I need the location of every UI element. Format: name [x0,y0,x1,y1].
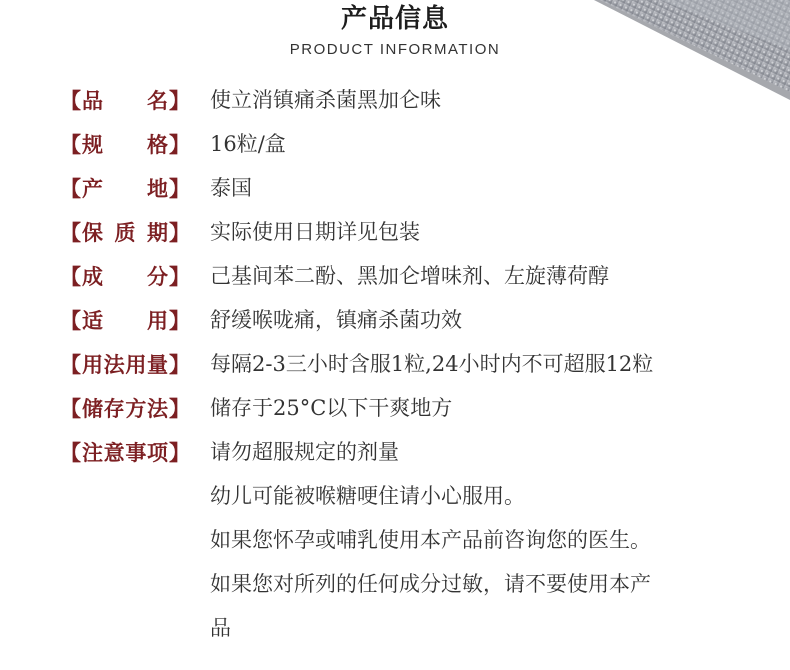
info-value: 16粒/盒 [210,132,286,156]
section-title: 产品信息 [340,4,449,34]
info-label [60,216,190,248]
bracket-close: 】 [169,221,190,245]
bracket-close: 】 [169,265,190,289]
note-line [60,474,780,518]
bracket-open: 【 [60,177,81,201]
info-row [60,166,780,210]
info-value: 储存于25°C以下干爽地方 [210,396,453,420]
info-value: 己基间苯二酚、黑加仑增味剂、左旋薄荷醇 [210,264,609,288]
note-text: 幼儿可能被喉糖哽住请小心服用。 [210,484,525,508]
note-text: 如果您对所列的任何成分过敏，请不要使用本产 [210,572,651,596]
info-value: 使立消镇痛杀菌黑加仑味 [210,88,441,112]
info-label-text: 适 用 [82,309,168,333]
info-label [60,348,190,380]
info-row [60,342,780,386]
info-label-text: 注 意 事 项 [82,441,168,465]
bracket-close: 】 [169,133,190,157]
info-label [60,260,190,292]
note-line [60,606,780,650]
note-line [60,562,780,606]
info-label [60,84,190,116]
info-value: 每隔2-3三小时含服1粒,24小时内不可超服12粒 [210,352,654,376]
bracket-close: 】 [169,397,190,421]
section-subtitle: PRODUCT INFORMATION [289,41,501,58]
bracket-close: 】 [169,309,190,333]
info-label [60,128,190,160]
note-line [60,518,780,562]
bracket-open: 【 [60,441,81,465]
info-row [60,298,780,342]
bracket-close: 】 [169,89,190,113]
info-row [60,78,780,122]
info-row [60,430,780,474]
info-row [60,254,780,298]
info-value: 泰国 [210,176,252,200]
info-label-text: 成 分 [82,265,168,289]
info-value: 实际使用日期详见包装 [210,220,420,244]
info-row [60,386,780,430]
info-label-text: 储 存 方 法 [82,397,168,421]
info-value: 舒缓喉咙痛，镇痛杀菌功效 [210,308,462,332]
info-label [60,436,190,468]
bracket-open: 【 [60,353,81,377]
product-info-list [60,78,780,650]
info-label-text: 用 法 用 量 [82,353,168,377]
info-label-text: 保 质 期 [82,221,168,245]
info-row [60,210,780,254]
info-label [60,172,190,204]
bracket-close: 】 [169,353,190,377]
info-row [60,122,780,166]
info-label-text: 品 名 [82,89,168,113]
bracket-open: 【 [60,397,81,421]
bracket-open: 【 [60,265,81,289]
info-value: 请勿超服规定的剂量 [210,440,399,464]
info-label-text: 规 格 [82,133,168,157]
info-label [60,304,190,336]
note-text: 如果您怀孕或哺乳使用本产品前咨询您的医生。 [210,528,651,552]
note-text: 品 [210,616,231,640]
bracket-open: 【 [60,133,81,157]
bracket-close: 】 [169,441,190,465]
bracket-open: 【 [60,221,81,245]
bracket-open: 【 [60,309,81,333]
bracket-close: 】 [169,177,190,201]
info-label [60,392,190,424]
bracket-open: 【 [60,89,81,113]
info-label-text: 产 地 [82,177,168,201]
